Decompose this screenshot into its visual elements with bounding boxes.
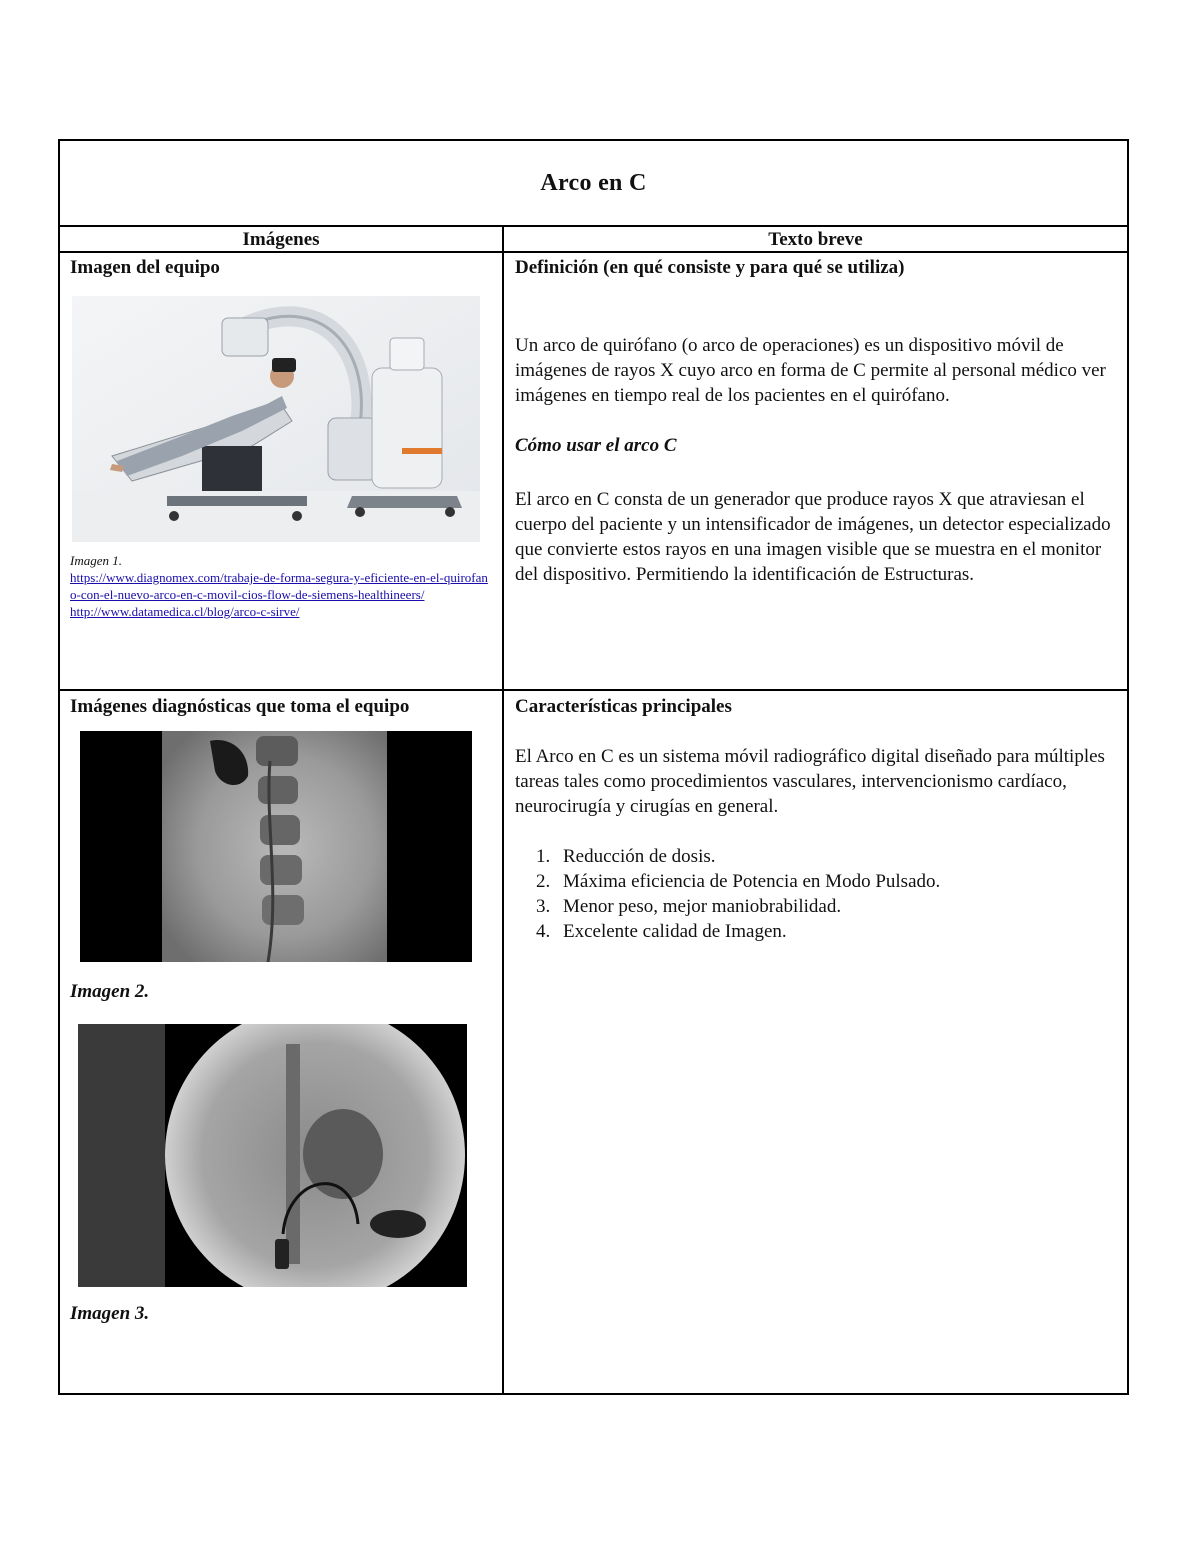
list-item: 2. Máxima eficiencia de Potencia en Modo Pulsado. <box>555 869 1155 894</box>
equipment-image-heading: Imagen del equipo <box>70 257 220 278</box>
features-list <box>515 844 1155 944</box>
diagnostic-images-cell <box>70 696 495 1391</box>
document-title: Arco en C <box>540 169 647 196</box>
xray-chest-fluoroscopy-image <box>78 1024 467 1287</box>
c-arm-equipment-photo <box>72 296 480 542</box>
column-header-text: Texto breve <box>768 229 863 250</box>
source-link-diagnomex[interactable]: https://www.diagnomex.com/trabaje-de-forma-segura-y-eficiente-en-el-quirofano-con-el-nuevo-arco-en-c-movil-cios-flow-de-siemens-healthineers/ <box>70 570 488 602</box>
column-header-images: Imágenes <box>242 229 320 250</box>
definition-cell <box>515 257 1120 682</box>
diagnostic-images-heading: Imágenes diagnósticas que toma el equipo <box>70 696 410 717</box>
list-item: 4. Excelente calidad de Imagen. <box>555 919 1155 944</box>
usage-subheading: Cómo usar el arco C <box>515 435 677 456</box>
image-1-caption: Imagen 1. <box>70 553 122 568</box>
features-intro: El Arco en C es un sistema móvil radiográfico digital diseñado para múltiples tareas tales como procedimientos vasculares, intervencionismo cardíaco, neurocirugía y cirugías en general. <box>515 746 1105 817</box>
usage-text: El arco en C consta de un generador que produce rayos X que atraviesan el cuerpo del paciente y un intensificador de imágenes, un detector especializado que convierte estos rayos en una imagen visible que se muestra en el monitor del dispositivo. Permitiendo la identificación de Estructuras. <box>515 489 1111 585</box>
column-divider <box>502 227 504 1395</box>
document-table <box>58 139 1129 1395</box>
row-divider <box>60 689 1127 691</box>
xray-spine-image <box>80 731 472 962</box>
equipment-image-cell <box>70 257 495 682</box>
list-item: 3. Menor peso, mejor maniobrabilidad. <box>555 894 1155 919</box>
image-2-caption: Imagen 2. <box>70 981 150 1002</box>
title-row <box>60 141 1127 227</box>
features-heading: Características principales <box>515 696 732 717</box>
header-row <box>60 227 1127 253</box>
features-cell <box>515 696 1120 1391</box>
definition-heading: Definición (en qué consiste y para qué se utiliza) <box>515 257 905 278</box>
image-3-caption: Imagen 3. <box>70 1303 150 1324</box>
source-link-datamedica[interactable]: http://www.datamedica.cl/blog/arco-c-sirve/ <box>70 604 300 619</box>
list-item: 1. Reducción de dosis. <box>555 844 1155 869</box>
definition-text: Un arco de quirófano (o arco de operaciones) es un dispositivo móvil de imágenes de rayos X cuyo arco en forma de C permite al personal médico ver imágenes en tiempo real de los pacientes en el quirófano. <box>515 335 1106 406</box>
